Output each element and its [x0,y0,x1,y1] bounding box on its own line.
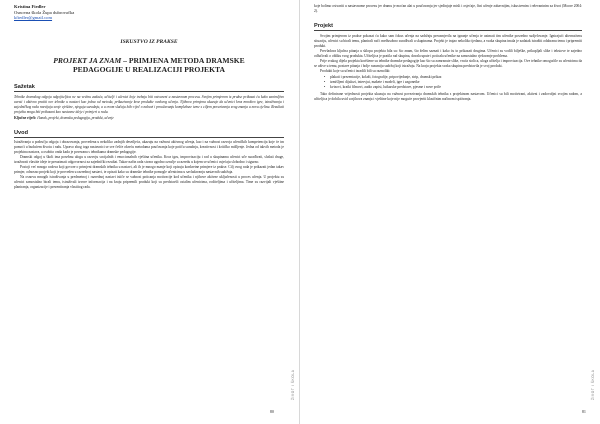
author-school: Osnovna škola Župa dubrovačka [14,9,75,15]
intro-rule [14,137,284,138]
abstract-rule [14,91,284,92]
article-title-rest: – PRIMJENA METODA DRAMSKE PEDAGOGIJE U REALIZACIJI PROJEKTA [73,55,245,74]
article-title [14,56,284,74]
continued-text: koje bolimo ostvariti u nastavnome procesu jer dramu je moćan alat u poučavanju jer sjedinjuje misli i osjećaje, čini učenje zabavnijim, iskustvenim i relevantnim za život (Moore 2004: 2). [314,4,582,13]
right-page [300,0,600,424]
project-paragraph: Prevladava ključna pitanja u sklopu projekta bila su: što znam, što želim saznati i kako ću to prikazati drugima. Učenici su vodili bilješke, prikupljali slike i tekstove te zajedno odlučivali o obliku svog produkta. Učiteljica je pratila rad skupina, davala upute i poticala učenike na samostalno rješavanje problema. [314,48,582,58]
keywords-text: članak, projekt, dramska pedagogija, produkt, učenje [36,115,114,120]
list-item: • kvizovi, kratki filmovi, audio zapisi, lutkarske predstave, pjesme i nove priče [326,85,582,90]
products-intro: Produkti koje su učenici izradili bili su raznoliki: [320,68,391,73]
list-item: • izmišljeni dijalozi, intervjui, makete i modeli, igre i zagonetke [326,80,582,85]
left-page-number: 80 [269,409,274,414]
project-paragraph: Svojim primjerom iz prakse pokazat ću kako sam fokus učenja na sadržaju preusmjerila na ignanje učenja te uzimati tim učenike posredno sudjelovanje. Ignirajući alternativnu situaciju, učenici su birali temu, planirali rad i međusobno surađivali u skupinama. Projekt je trajao nekoliko tjedana, a svaka skupina imala je zadatak istražiti odabranu temu i pripremiti produkt. [314,33,582,48]
intro-paragraph: Dramski odgoj u školi ima posebnu ulogu u razvoju socijalnih i emocionalnih vještina učenika. Kroz igru, improvizaciju i rad u skupinama učenici uče surađivati, slušati druge, izražavati vlastite ideje te preuzimati odgovornost za zajednički rezultat. Takav način rada stvara ugodno ozračje u razredu u kojem se učenici osjećaju slobodno i sigurno. [14,155,284,165]
closing-paragraph: Tako definirane vrijednosti projekta ukazuju na važnost povezivanja dramskih tehnika s projektnom nastavom. Učenici su bili motivirani, aktivni i zadovoljni svojim radom, a učiteljica je dobila uvid u njihova znanja i vještine koje nije moguće provjeriti klasičnim načinom ispitivanja. [314,91,582,101]
project-paragraph: Prije svakog dijela projekta korištene su tehnike dramske pedagogije kao što su zamrznute slike, vruća stolica, uloga učitelja i improvizacija. Ove tehnike omogućile su učenicima da se užive u temu, postave pitanja i bolje razumiju sadržaj koji istražuju. Na kraju projekta svaka skupina predstavila je svoj produkt. [314,58,582,68]
list-item: • plakati i prezentacije, kolaži, fotografije, pripovijedanje, strip, dramski prikaz [326,75,582,80]
abstract-heading: Sažetak [14,83,35,90]
right-side-label: ŽIVOT I ŠKOLA [591,369,595,400]
article-kicker: ISKUSTVO IZ PRAKSE [120,38,178,45]
left-side-label: ŽIVOT I ŠKOLA [291,369,295,400]
project-heading: Projekt [314,23,333,29]
right-page-number: 81 [581,409,586,414]
intro-paragraph: Na osnovu mnogih istraživanja u predmetnoj i razrednoj nastavi ističe se važnost poticanja motivacije kod učenika i njihove aktivne uključenosti u proces učenja. U projektu su učenici samostalno birali temu, istraživali izvore informacija i na kraju pripremili produkt koji su predstavili ostalim učenicima, roditeljima i učiteljima. Time su razvijali vještine planiranja, organizacije i prezentiranja vlastitog rada. [14,175,284,190]
project-rule [314,30,582,31]
left-column [14,4,284,190]
article-title-project-name: PROJEKT JA ZNAM [53,55,122,65]
intro-paragraph: Istraživanja u području odgoja i obrazovanja, provedena u nekoliko zadnjih desetljeća, ukazuju na važnost aktivnog učenja, kao i na važnost razvoja učeničkih kompetencija koje će im pomoći u budućem životu i radu. Upravo zbog toga nastavnici se sve češće okreću metodama poučavanja koje potiču suradnju, kreativnost i kritičko mišljenje. Jedna od takvih metoda je projektna nastava, a osobito onda kada je povezana s tehnikama dramske pedagogije. [14,140,284,155]
author-email-link[interactable]: kfiedler@gmail.com [14,15,53,21]
author-name: Kristina Fiedler [14,4,46,9]
keywords-label: Ključne riječi: [14,115,37,120]
intro-heading: Uvod [14,129,28,136]
right-column [314,4,582,102]
intro-paragraph: Postoji već mnogo radova koji govore o primjeni dramskih tehnika u nastavi, ali ih je mnogo manje koji opisuju konkretne primjere iz prakse. Cilj ovog rada je prikazati jedan takav primjer, odnosno projekt koji je proveden u razrednoj nastavi, te opisati kako su dramske tehnike pomogle učenicima u savladavanju nastavnih sadržaja. [14,165,284,175]
products-list [326,75,582,90]
abstract-text: Tehnike dramskog odgoja odgojiteljica ne na većinu zadaća, učitelji i učenici koje trebaju biti ostvareni u nastavnom procesu. Svojim primjerom iz prakse prikazat ću kako zanimljivo uvesti i aktivno pratiti ove tehnike u nastavi kao jedna od metoda, prikazivanje kroz produkte ovakvog učenja. Njihova primjena ukazuje da učenici kroz mnoštvo igre, istraživanja i zajedničkog rada razvijaju svoje vještine, njeguju suradnju, a u ovom slučaju bilo riječ o nabavi i proučavanju kompleksne teme s ciljem povezivanja svog znanja u novu cjelinu. Rezultati projekta mogu biti prikazani kao nastavne ideje i primjeri u radu. [14,94,284,114]
keywords [14,116,284,121]
author-block [14,4,284,21]
